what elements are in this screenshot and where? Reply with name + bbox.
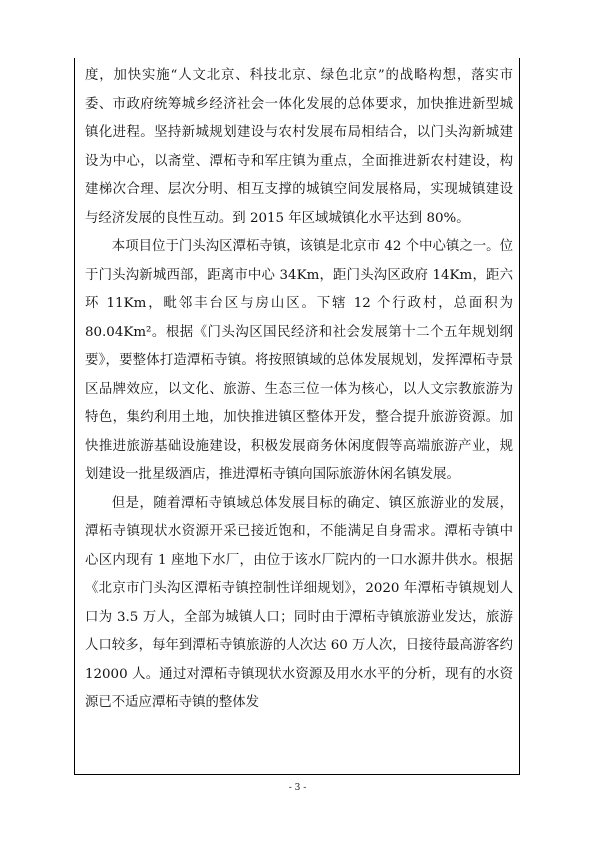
paragraph-3: 但是，随着潭柘寺镇域总体发展目标的确定、镇区旅游业的发展，潭柘寺镇现状水资源开采已接近饱和，不能满足自身需求。潭柘寺镇中心区内现有 1 座地下水厂，由位于该水厂院内的一口水源井供水。根据《北京市门头沟区潭柘寺镇控制性详细规划》，2020 年潭柘寺镇规划人口为 3.5 万人，全部为城镇人口；同时由于潭柘寺镇旅游业发达，旅游人口较多，每年到潭柘寺镇旅游的人次达 60 万人次，日接待最高游客约 12000 人。通过对潭柘寺镇现状水资源及用水水平的分析，现有的水资源已不适应潭柘寺镇的整体发 bbox=[85, 495, 513, 710]
paragraph-1: 度，加快实施“人文北京、科技北京、绿色北京”的战略构想，落实市委、市政府统筹城乡经济社会一体化发展的总体要求，加快推进新型城镇化进程。坚持新城规划建设与农村发展布局相结合，以门头沟新城建设为中心，以斋堂、潭柘寺和军庄镇为重点，全面推进新农村建设，构建梯次合理、层次分明、相互支撑的城镇空间发展格局，实现城镇建设与经济发展的良性互动。到 2015 年区域城镇化水平达到 80%。 bbox=[85, 68, 513, 226]
page-number: - 3 - bbox=[288, 783, 307, 793]
paragraph-2: 本项目位于门头沟区潭柘寺镇，该镇是北京市 42 个中心镇之一。位于门头沟新城西部，距离市中心 34Km，距门头沟区政府 14Km，距六环 11Km，毗邻丰台区与房山区。下辖 12 个行政村，总面积为 80.04Km²。根据《门头沟区国民经济和社会发展第十二个五年规划纲要》，要整体打造潭柘寺镇。将按照镇域的总体发展规划，发挥潭柘寺景区品牌效应，以文化、旅游、生态三位一体为核心，以人文宗教旅游为特色，集约利用土地，加快推进镇区整体开发，整合提升旅游资源。加快推进旅游基础设施建设，积极发展商务休闲度假等高端旅游产业，规划建设一批星级酒店，推进潭柘寺镇向国际旅游休闲名镇发展。 bbox=[85, 239, 513, 482]
document-body bbox=[85, 62, 513, 718]
